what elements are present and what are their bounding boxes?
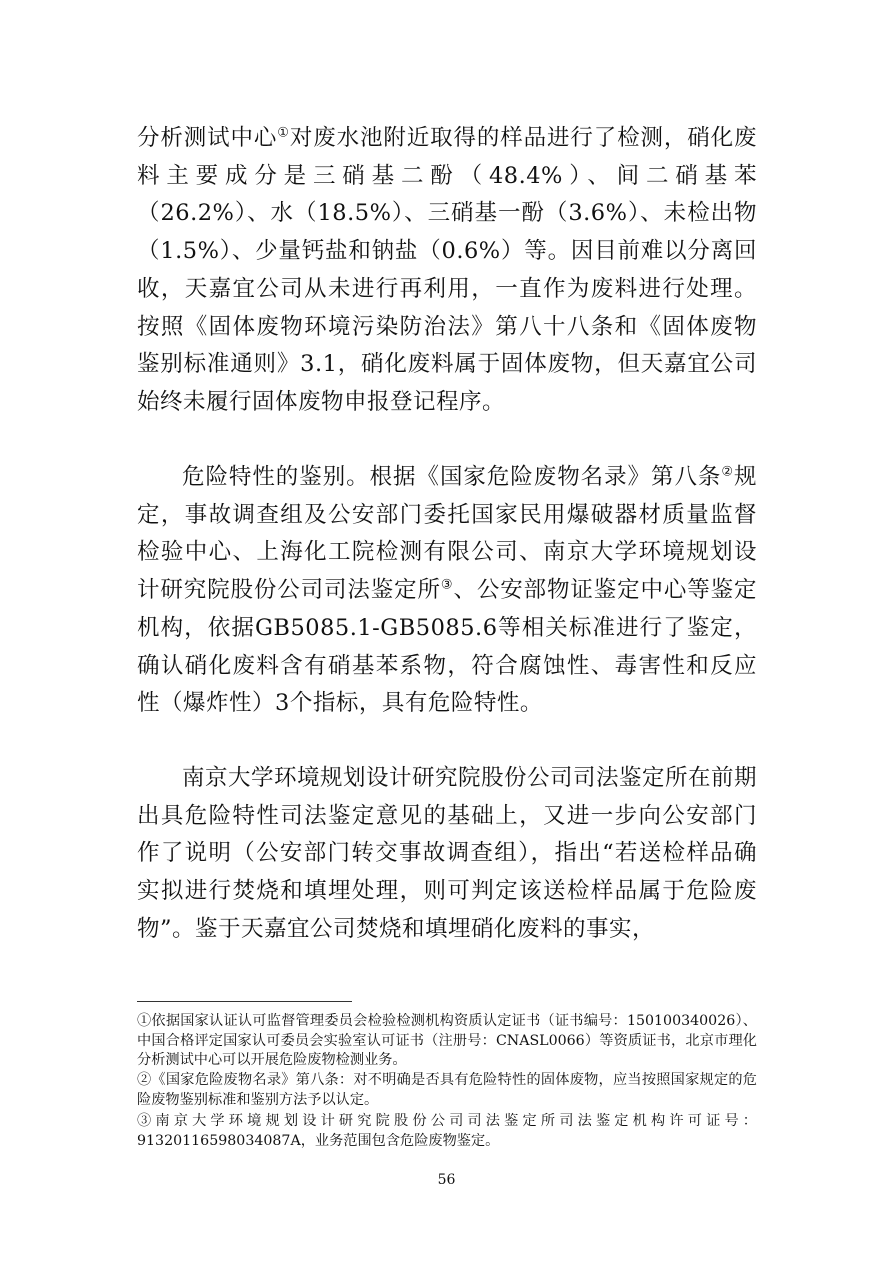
footnote-ref-3[interactable]: ③ bbox=[440, 577, 454, 593]
footnote-ref-2[interactable]: ② bbox=[721, 464, 734, 480]
footnote-ref-1[interactable]: ① bbox=[277, 125, 290, 141]
paragraph-2 bbox=[137, 459, 757, 723]
paragraph-1-text-b: 对废水池附近取得的样品进行了检测，硝化废料主要成分是三硝基二酚（48.4%）、间二硝基苯（26.2%）、水（18.5%）、三硝基一酚（3.6%）、未检出物（1.5%）、少量钙盐和钠盐（0.6%）等。因目前难以分离回收，天嘉宜公司从未进行再利用，一直作为废料进行处理。按照《固体废物环境污染防治法》第八十八条和《固体废物鉴别标准通则》3.1，硝化废料属于固体废物，但天嘉宜公司始终未履行固体废物申报登记程序。 bbox=[137, 125, 757, 415]
footnote-divider bbox=[137, 1001, 352, 1002]
paragraph-2-text-a: 危险特性的鉴别。根据《国家危险废物名录》第八条 bbox=[182, 464, 722, 490]
paragraph-2-text-c: 、公安部物证鉴定中心等鉴定机构，依据GB5085.1-GB5085.6等相关标准进行了鉴定，确认硝化废料含有硝基苯系物，符合腐蚀性、毒害性和反应性（爆炸性）3个指标，具有危险特性。 bbox=[137, 577, 757, 717]
footnote-1: ①依据国家认证认可监督管理委员会检验检测机构资质认定证书（证书编号：150100340026）、中国合格评定国家认可委员会实验室认可证书（注册号：CNASL0066）等资质证书，北京市理化分析测试中心可以开展危险废物检测业务。 bbox=[137, 1013, 757, 1069]
page-number: 56 bbox=[437, 1172, 456, 1188]
paragraph-2-text-b: 规定，事故调查组及公安部门委托国家民用爆破器材质量监督检验中心、上海化工院检测有限公司、南京大学环境规划设计研究院股份公司司法鉴定所 bbox=[137, 464, 757, 604]
paragraph-3: 南京大学环境规划设计研究院股份公司司法鉴定所在前期出具危险特性司法鉴定意见的基础上，又进一步向公安部门作了说明（公安部门转交事故调查组），指出“若送检样品确实拟进行焚烧和填埋处理，则可判定该送检样品属于危险废物”。鉴于天嘉宜公司焚烧和填埋硝化废料的事实， bbox=[137, 765, 758, 942]
footnote-3: ③南京大学环境规划设计研究院股份公司司法鉴定所司法鉴定机构许可证号：91320116598034087A，业务范围包含危险废物鉴定。 bbox=[137, 1113, 757, 1149]
footnote-2: ②《国家危险废物名录》第八条：对不明确是否具有危险特性的固体废物，应当按照国家规定的危险废物鉴别标准和鉴别方法予以认定。 bbox=[137, 1072, 757, 1108]
paragraph-1-text-a: 分析测试中心 bbox=[137, 125, 278, 151]
paragraph-1 bbox=[137, 120, 757, 422]
